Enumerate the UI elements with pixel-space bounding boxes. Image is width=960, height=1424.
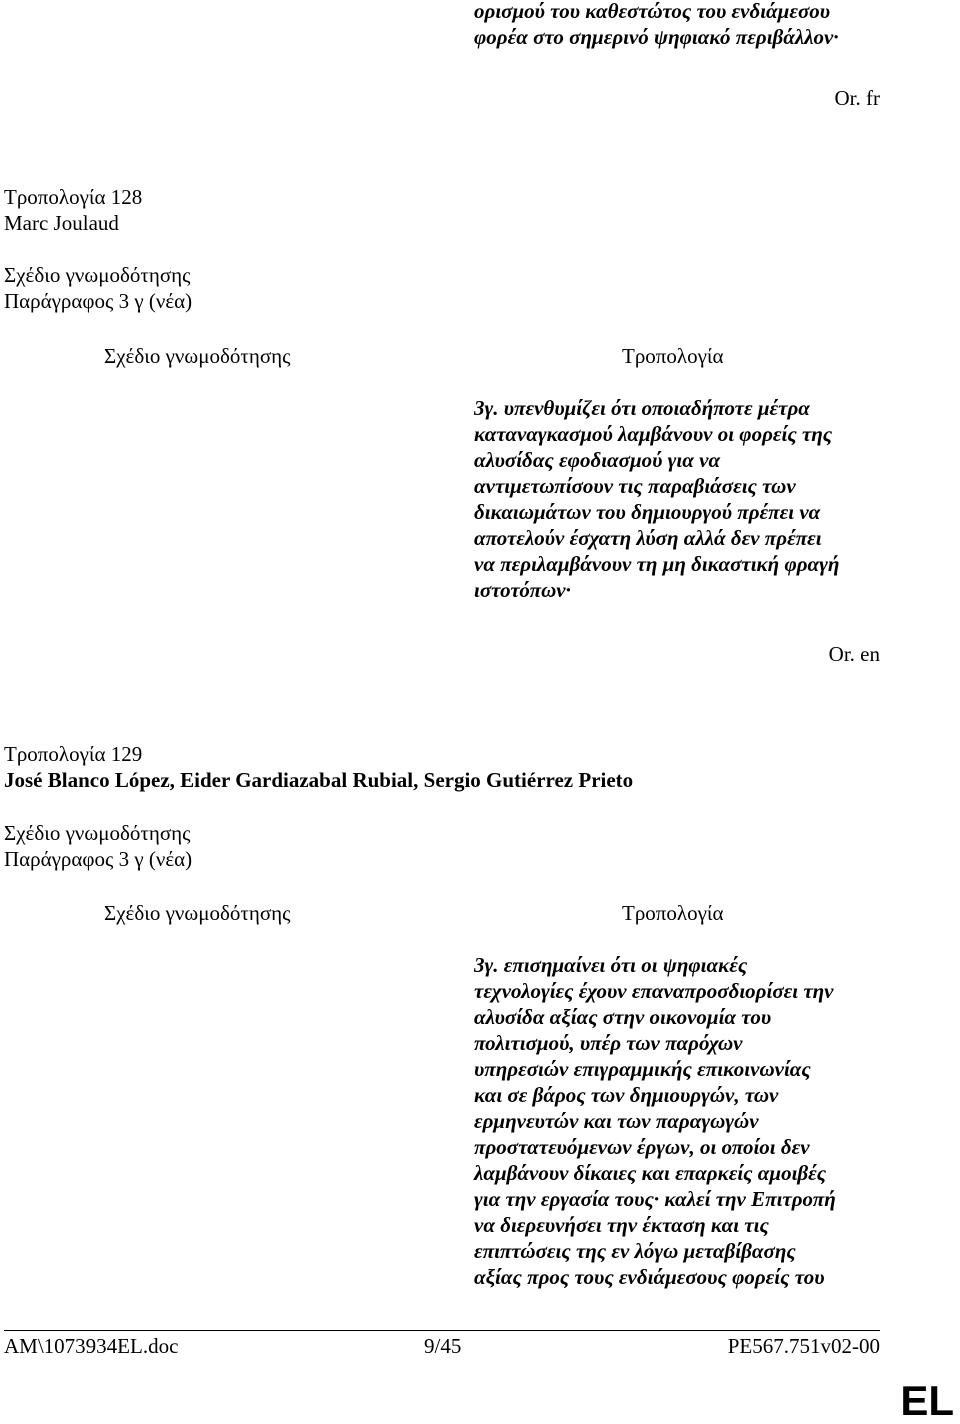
text-line: και σε βάρος των δημιουργών, των xyxy=(474,1083,779,1107)
amendment-128-doc: Σχέδιο γνωμοδότησης xyxy=(4,263,191,287)
original-language-en: Or. en xyxy=(828,642,880,666)
text-line: 3γ. υπενθυμίζει ότι οποιαδήποτε μέτρα xyxy=(474,396,810,420)
text-line: για την εργασία τους· καλεί την Επιτροπή xyxy=(474,1187,836,1211)
text-line: επιπτώσεις της εν λόγω μεταβίβασης xyxy=(474,1239,796,1263)
text-line: αντιμετωπίσουν τις παραβιάσεις των xyxy=(474,474,796,498)
text-line: ερμηνευτών και των παραγωγών xyxy=(474,1109,759,1133)
footer-pe-ref: PE567.751v02-00 xyxy=(727,1334,880,1358)
amendment-129-doc: Σχέδιο γνωμοδότησης xyxy=(4,821,191,845)
text-line: τεχνολογίες έχουν επαναπροσδιορίσει την xyxy=(474,979,834,1003)
footer-page-number: 9/45 xyxy=(424,1334,462,1358)
text-line: ορισμού του καθεστώτος του ενδιάμεσου xyxy=(474,0,831,23)
text-line: δικαιωμάτων του δημιουργού πρέπει να xyxy=(474,500,821,524)
original-language-fr: Or. fr xyxy=(834,86,880,110)
amendment-129-title: Τροπολογία 129 xyxy=(4,742,143,766)
amendment-129-col-left-header: Σχέδιο γνωμοδότησης xyxy=(104,901,291,925)
text-line: προστατευόμενων έργων, οι οποίοι δεν xyxy=(474,1135,810,1159)
amendment-129-text xyxy=(474,952,914,1290)
amendment-129-authors: José Blanco López, Eider Gardiazabal Rubial, Sergio Gutiérrez Prieto xyxy=(4,768,634,792)
text-line: ιστοτόπων· xyxy=(474,578,571,602)
text-line: αποτελούν έσχατη λύση αλλά δεν πρέπει xyxy=(474,526,822,550)
amendment-128-col-right-header: Τροπολογία xyxy=(622,344,724,368)
footer-language-code: EL xyxy=(900,1377,954,1424)
amendment-128-text xyxy=(474,395,914,603)
text-line: αλυσίδα αξίας στην οικονομία του xyxy=(474,1005,772,1029)
text-line: αλυσίδας εφοδιασμού για να xyxy=(474,448,721,472)
text-line: φορέα στο σημερινό ψηφιακό περιβάλλον· xyxy=(474,25,839,49)
amendment-128-title: Τροπολογία 128 xyxy=(4,185,143,209)
amendment-128-author: Marc Joulaud xyxy=(4,211,119,235)
text-line: υπηρεσιών επιγραμμικής επικοινωνίας xyxy=(474,1057,811,1081)
text-line: αξίας προς τους ενδιάμεσους φορείς του xyxy=(474,1265,825,1289)
amendment-128-col-left-header: Σχέδιο γνωμοδότησης xyxy=(104,344,291,368)
footer-rule xyxy=(4,1330,880,1331)
amendment-129-col-right-header: Τροπολογία xyxy=(622,901,724,925)
text-line: πολιτισμού, υπέρ των παρόχων xyxy=(474,1031,743,1055)
text-line: καταναγκασμού λαμβάνουν οι φορείς της xyxy=(474,422,833,446)
footer-doc-ref: AM\1073934EL.doc xyxy=(4,1334,179,1358)
amendment-128-paragraph: Παράγραφος 3 γ (νέα) xyxy=(4,289,193,313)
amendment-129-paragraph: Παράγραφος 3 γ (νέα) xyxy=(4,847,193,871)
text-line: να διερευνήσει την έκταση και τις xyxy=(474,1213,769,1237)
text-line: λαμβάνουν δίκαιες και επαρκείς αμοιβές xyxy=(474,1161,827,1185)
text-line: 3γ. επισημαίνει ότι οι ψηφιακές xyxy=(474,953,748,977)
continued-amendment-text xyxy=(474,0,914,50)
text-line: να περιλαμβάνουν τη μη δικαστική φραγή xyxy=(474,552,840,576)
